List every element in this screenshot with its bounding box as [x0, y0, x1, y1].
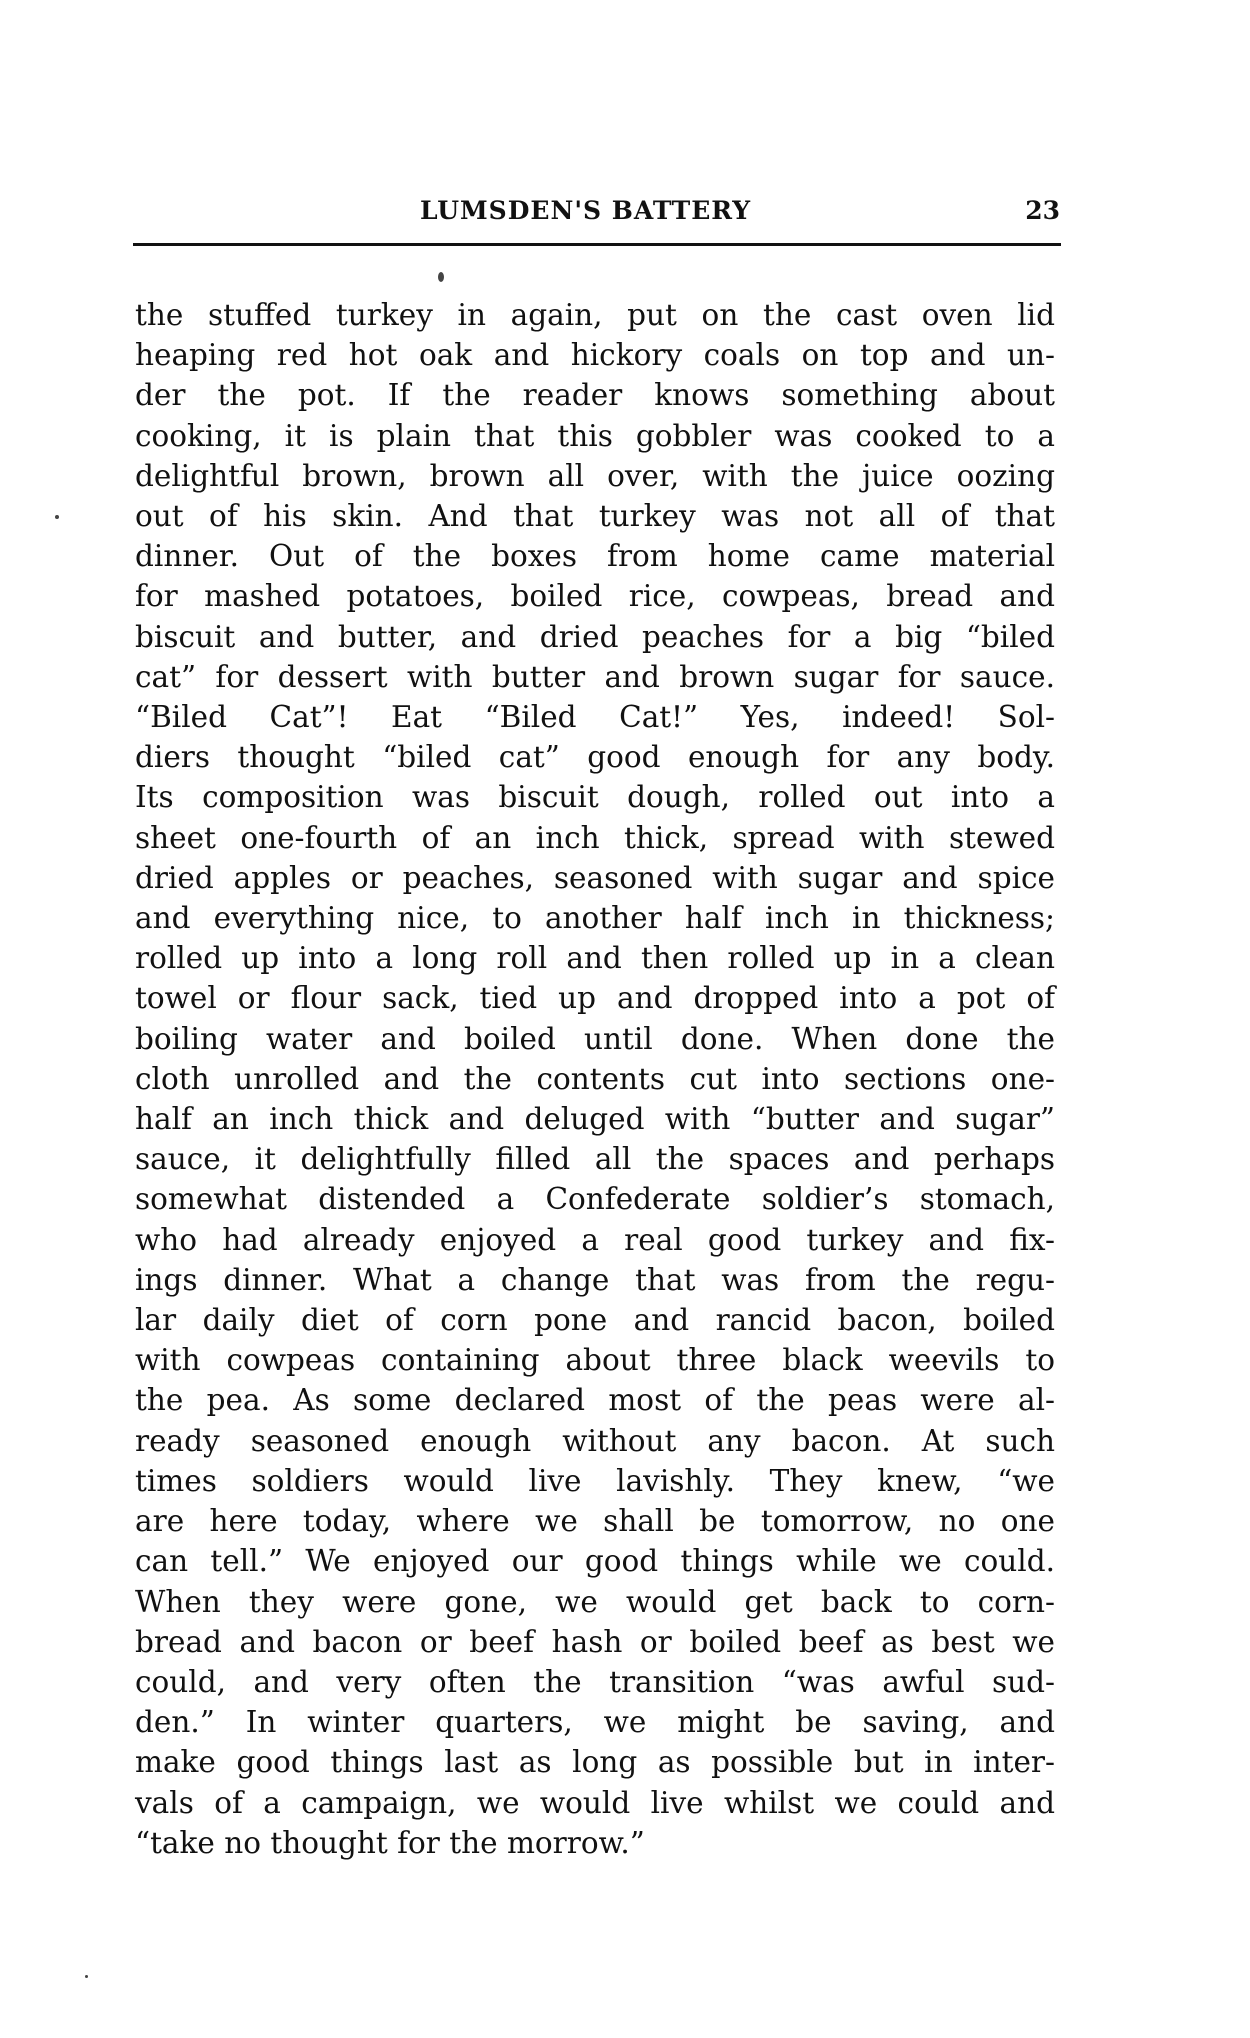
- page-header: [135, 196, 1060, 236]
- text-line: biscuit and butter, and dried peaches for a big “biled: [135, 619, 1055, 654]
- text-line: der the pot. If the reader knows something about: [135, 378, 1055, 413]
- text-line: towel or flour sack, tied up and dropped into a pot of: [135, 981, 1055, 1016]
- text-line: for mashed potatoes, boiled rice, cowpeas, bread and: [135, 579, 1055, 614]
- ink-speck: [438, 272, 444, 282]
- text-line: ings dinner. What a change that was from the regu-: [135, 1262, 1055, 1297]
- text-line: boiling water and boiled until done. When done the: [135, 1021, 1055, 1056]
- text-line: bread and bacon or beef hash or boiled beef as best we: [135, 1624, 1055, 1659]
- text-line: When they were gone, we would get back to corn-: [135, 1584, 1055, 1619]
- ink-speck: [85, 1975, 88, 1978]
- text-line: half an inch thick and deluged with “butter and sugar”: [135, 1102, 1055, 1137]
- running-title: LUMSDEN'S BATTERY: [420, 196, 752, 225]
- text-line: heaping red hot oak and hickory coals on top and un-: [135, 338, 1055, 373]
- text-line: Its composition was biscuit dough, rolled out into a: [135, 780, 1055, 815]
- text-line: lar daily diet of corn pone and rancid bacon, boiled: [135, 1303, 1055, 1338]
- text-line: cooking, it is plain that this gobbler was cooked to a: [135, 418, 1055, 453]
- text-line: ready seasoned enough without any bacon. At such: [135, 1423, 1055, 1458]
- body-text: [135, 295, 1055, 1863]
- text-line: cloth unrolled and the contents cut into sections one-: [135, 1061, 1055, 1096]
- text-line: could, and very often the transition “was awful sud-: [135, 1664, 1055, 1699]
- text-line: who had already enjoyed a real good turkey and fix-: [135, 1222, 1055, 1257]
- text-line: “take no thought for the morrow.”: [135, 1825, 645, 1860]
- text-line: make good things last as long as possible but in inter-: [135, 1745, 1055, 1780]
- text-line: somewhat distended a Confederate soldier’s stomach,: [135, 1182, 1055, 1217]
- header-rule: [133, 243, 1061, 246]
- text-line: den.” In winter quarters, we might be saving, and: [135, 1705, 1055, 1740]
- text-line: the pea. As some declared most of the peas were al-: [135, 1383, 1055, 1418]
- text-line: diers thought “biled cat” good enough for any body.: [135, 740, 1055, 775]
- text-line: with cowpeas containing about three black weevils to: [135, 1343, 1055, 1378]
- ink-speck: [55, 515, 59, 519]
- text-line: are here today, where we shall be tomorrow, no one: [135, 1504, 1055, 1539]
- page-number: 23: [1025, 196, 1060, 225]
- text-line: the stuffed turkey in again, put on the cast oven lid: [135, 298, 1055, 332]
- text-line: delightful brown, brown all over, with the juice oozing: [135, 458, 1055, 493]
- text-line: out of his skin. And that turkey was not all of that: [135, 499, 1055, 534]
- text-line: and everything nice, to another half inch in thickness;: [135, 901, 1055, 936]
- text-line: sheet one-fourth of an inch thick, spread with stewed: [135, 820, 1055, 855]
- text-line: “Biled Cat”! Eat “Biled Cat!” Yes, indeed! Sol-: [135, 700, 1055, 735]
- text-line: times soldiers would live lavishly. They knew, “we: [135, 1463, 1055, 1498]
- text-line: dinner. Out of the boxes from home came material: [135, 539, 1055, 574]
- text-line: dried apples or peaches, seasoned with sugar and spice: [135, 860, 1055, 895]
- text-line: cat” for dessert with butter and brown sugar for sauce.: [135, 659, 1055, 694]
- text-line: can tell.” We enjoyed our good things while we could.: [135, 1544, 1055, 1579]
- text-line: vals of a campaign, we would live whilst we could and: [135, 1785, 1055, 1820]
- text-line: rolled up into a long roll and then rolled up in a clean: [135, 941, 1055, 976]
- text-line: sauce, it delightfully filled all the spaces and perhaps: [135, 1142, 1055, 1177]
